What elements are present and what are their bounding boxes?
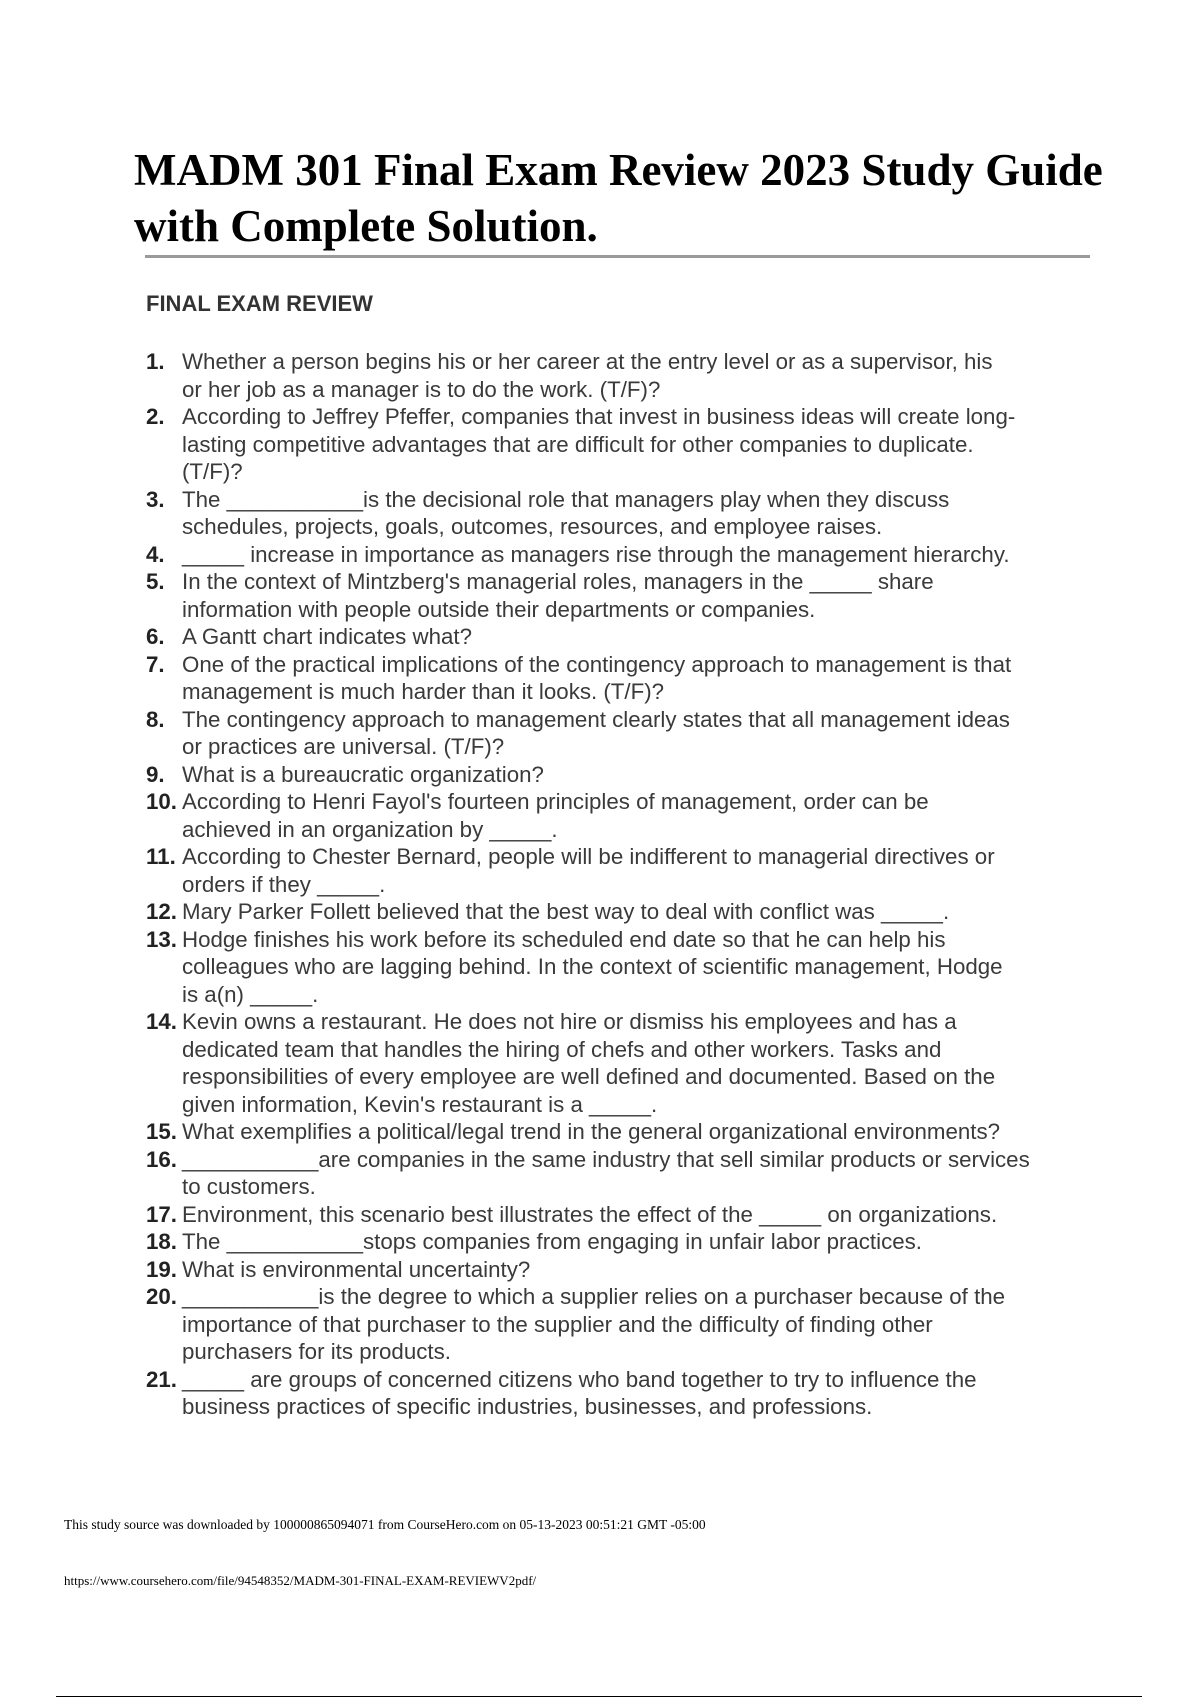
question-number: 15. — [146, 1119, 177, 1144]
question-list — [146, 348, 1096, 1421]
question-number: 19. — [146, 1256, 177, 1282]
question-item — [146, 651, 1096, 706]
question-item — [146, 1201, 1096, 1229]
question-text-line: What exemplifies a political/legal trend in the general organizational environments? — [182, 1119, 1001, 1144]
question-text-line: responsibilities of every employee are well defined and documented. Based on the — [182, 1064, 996, 1089]
question-item — [146, 1228, 1096, 1256]
question-number: 13. — [146, 926, 177, 952]
section-heading: FINAL EXAM REVIEW — [146, 291, 373, 316]
question-text-line: Whether a person begins his or her career at the entry level or as a supervisor, his — [182, 349, 993, 374]
question-item — [146, 348, 1096, 403]
question-number: 3. — [146, 486, 165, 512]
question-text-line: Mary Parker Follett believed that the best way to deal with conflict was _____. — [182, 899, 950, 924]
question-number: 4. — [146, 541, 165, 567]
question-item — [146, 898, 1096, 926]
question-text-line: In the context of Mintzberg's managerial roles, managers in the _____ share — [182, 569, 934, 594]
question-text-line: or her job as a manager is to do the work. (T/F)? — [182, 376, 661, 402]
question-item — [146, 623, 1096, 651]
title-underline — [145, 255, 1090, 258]
question-text-line: is a(n) _____. — [182, 981, 319, 1007]
question-text-line: schedules, projects, goals, outcomes, resources, and employee raises. — [182, 514, 883, 539]
question-text-line: or practices are universal. (T/F)? — [182, 734, 505, 759]
download-source-notice: This study source was downloaded by 100000865094071 from CourseHero.com on 05-13-2023 00:51:21 GMT -05:00 — [64, 1517, 706, 1532]
question-item — [146, 1283, 1096, 1366]
question-text-line: ___________is the degree to which a supplier relies on a purchaser because of the — [182, 1284, 1006, 1309]
question-number: 9. — [146, 761, 165, 787]
question-number: 8. — [146, 706, 165, 732]
question-number: 17. — [146, 1201, 177, 1227]
question-text-line: dedicated team that handles the hiring of chefs and other workers. Tasks and — [182, 1036, 942, 1062]
question-item — [146, 1008, 1096, 1118]
question-text-line: The contingency approach to management clearly states that all management ideas — [182, 706, 1010, 732]
question-text-line: _____ increase in importance as managers rise through the management hierarchy. — [182, 541, 1010, 567]
question-text-line: What is a bureaucratic organization? — [182, 761, 544, 787]
question-text-line: purchasers for its products. — [182, 1339, 451, 1364]
question-text-line: information with people outside their departments or companies. — [182, 596, 816, 622]
question-text-line: The ___________stops companies from engaging in unfair labor practices. — [182, 1229, 922, 1254]
question-text-line: ___________are companies in the same industry that sell similar products or services — [182, 1146, 1030, 1172]
question-item — [146, 541, 1096, 569]
question-text-line: given information, Kevin's restaurant is a _____. — [182, 1091, 658, 1117]
question-text-line: (T/F)? — [182, 459, 243, 484]
question-item — [146, 1118, 1096, 1146]
question-text-line: colleagues who are lagging behind. In the context of scientific management, Hodge — [182, 954, 1003, 979]
document-title-line-2: with Complete Solution. — [134, 201, 598, 251]
question-number: 21. — [146, 1366, 177, 1392]
question-text-line: According to Jeffrey Pfeffer, companies that invest in business ideas will create long- — [182, 404, 1016, 429]
question-item — [146, 761, 1096, 789]
question-number: 16. — [146, 1146, 177, 1172]
question-text-line: Hodge finishes his work before its scheduled end date so that he can help his — [182, 926, 946, 952]
question-item — [146, 788, 1096, 843]
question-number: 20. — [146, 1284, 177, 1309]
question-number: 1. — [146, 349, 165, 374]
question-item — [146, 568, 1096, 623]
question-item — [146, 926, 1096, 1009]
question-number: 5. — [146, 569, 165, 594]
question-text-line: According to Chester Bernard, people will be indifferent to managerial directives or — [182, 844, 995, 869]
question-number: 6. — [146, 624, 165, 649]
question-text-line: achieved in an organization by _____. — [182, 816, 558, 842]
question-number: 14. — [146, 1009, 177, 1034]
page-bottom-divider — [56, 1696, 1142, 1697]
question-number: 7. — [146, 651, 165, 677]
document-title — [134, 142, 1194, 254]
question-number: 11. — [146, 844, 176, 869]
question-text-line: A Gantt chart indicates what? — [182, 624, 473, 649]
question-item — [146, 486, 1096, 541]
question-text-line: management is much harder than it looks. (T/F)? — [182, 679, 665, 704]
document-title-line-1: MADM 301 Final Exam Review 2023 Study Guide — [134, 145, 1103, 195]
question-text-line: _____ are groups of concerned citizens who band together to try to influence the — [182, 1366, 977, 1392]
question-text-line: According to Henri Fayol's fourteen principles of management, order can be — [182, 789, 929, 814]
question-text-line: What is environmental uncertainty? — [182, 1256, 531, 1282]
question-text-line: The ___________is the decisional role that managers play when they discuss — [182, 486, 950, 512]
question-text-line: Environment, this scenario best illustrates the effect of the _____ on organizations. — [182, 1201, 998, 1227]
question-number: 2. — [146, 404, 165, 429]
question-item — [146, 843, 1096, 898]
question-item — [146, 403, 1096, 486]
question-text-line: orders if they _____. — [182, 871, 386, 897]
question-item — [146, 1256, 1096, 1284]
question-number: 18. — [146, 1229, 177, 1254]
question-text-line: to customers. — [182, 1174, 316, 1199]
question-item — [146, 1366, 1096, 1421]
question-item — [146, 706, 1096, 761]
question-number: 12. — [146, 899, 177, 924]
question-text-line: Kevin owns a restaurant. He does not hire or dismiss his employees and has a — [182, 1009, 957, 1034]
source-url[interactable]: https://www.coursehero.com/file/94548352/MADM-301-FINAL-EXAM-REVIEWV2pdf/ — [64, 1573, 537, 1588]
question-text-line: business practices of specific industries, businesses, and professions. — [182, 1394, 873, 1419]
question-item — [146, 1146, 1096, 1201]
question-text-line: lasting competitive advantages that are difficult for other companies to duplicate. — [182, 431, 974, 457]
question-text-line: One of the practical implications of the contingency approach to management is that — [182, 651, 1012, 677]
question-number: 10. — [146, 789, 177, 814]
question-text-line: importance of that purchaser to the supplier and the difficulty of finding other — [182, 1311, 933, 1337]
